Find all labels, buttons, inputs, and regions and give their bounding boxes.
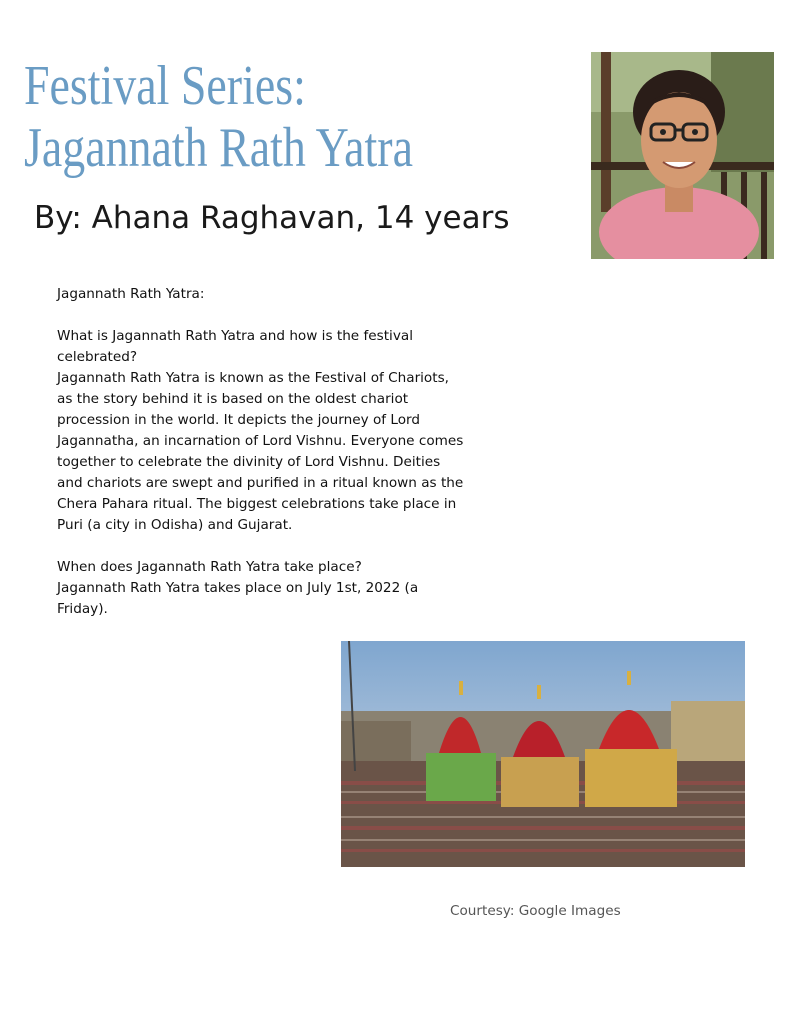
article-body bbox=[57, 284, 467, 620]
author-byline: By: Ahana Raghavan, 14 years bbox=[34, 200, 510, 236]
page-title: Festival Series: Jagannath Rath Yatra bbox=[24, 55, 413, 179]
author-portrait-photo bbox=[591, 52, 774, 259]
answer-when: Jagannath Rath Yatra takes place on July 1st, 2022 (a Friday). bbox=[57, 580, 419, 617]
rath-yatra-chariots-photo bbox=[341, 641, 745, 867]
image-credit: Courtesy: Google Images bbox=[450, 903, 621, 919]
answer-what: Jagannath Rath Yatra is known as the Festival of Chariots, as the story behind it is based on the oldest chariot procession in the world. It depicts the journey of Lord Jagannatha, an incarnation of Lord Vishnu. Everyone comes together to celebrate the divinity of Lord Vishnu. Deities and chariots are swept and purified in a ritual known as the Chera Pahara ritual. The biggest celebrations take place in Puri (a city in Odisha) and Gujarat. bbox=[57, 370, 464, 533]
question-what: What is Jagannath Rath Yatra and how is the festival celebrated? bbox=[57, 328, 413, 365]
article-heading: Jagannath Rath Yatra: bbox=[57, 286, 205, 302]
chariots-illustration bbox=[341, 641, 745, 867]
question-when: When does Jagannath Rath Yatra take place? bbox=[57, 559, 362, 575]
portrait-illustration bbox=[591, 52, 774, 259]
